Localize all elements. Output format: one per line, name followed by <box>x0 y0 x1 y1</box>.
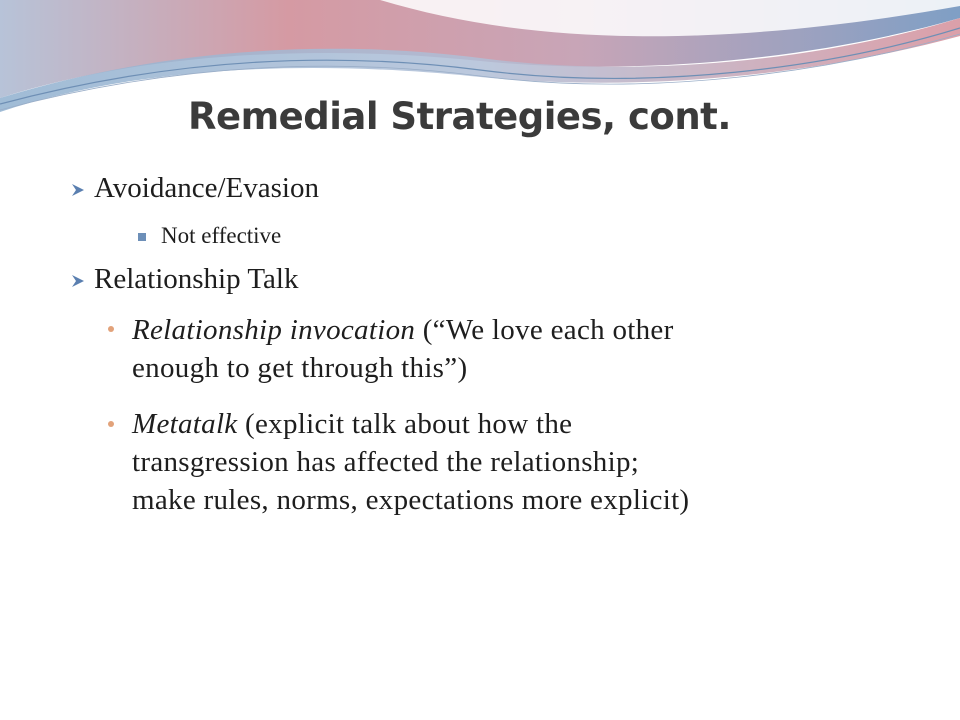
arrow-bullet-icon <box>71 274 85 288</box>
relationship-invocation-text-line2: enough to get through this”) <box>132 352 468 384</box>
arrow-bullet-icon <box>71 183 85 197</box>
relationship-invocation-text-line1: (“We love each other <box>415 314 674 346</box>
dot-bullet-icon <box>108 326 114 332</box>
metatalk-text-line3: make rules, norms, expectations more explicit) <box>132 484 690 516</box>
dot-bullet-icon <box>108 421 114 427</box>
metatalk-text-line1: (explicit talk about how the <box>237 408 573 440</box>
subbullet-relationship-invocation <box>132 311 674 387</box>
term-metatalk: Metatalk <box>132 408 238 440</box>
bullet-avoidance-evasion: Avoidance/Evasion <box>94 172 319 204</box>
slide-title: Remedial Strategies, cont. <box>188 95 731 138</box>
metatalk-text-line2: transgression has affected the relationship; <box>132 446 640 478</box>
square-bullet-icon <box>138 233 146 241</box>
term-relationship-invocation: Relationship invocation <box>132 314 416 346</box>
subbullet-metatalk <box>132 405 689 519</box>
subbullet-not-effective: Not effective <box>161 223 282 248</box>
bullet-relationship-talk: Relationship Talk <box>94 263 299 295</box>
